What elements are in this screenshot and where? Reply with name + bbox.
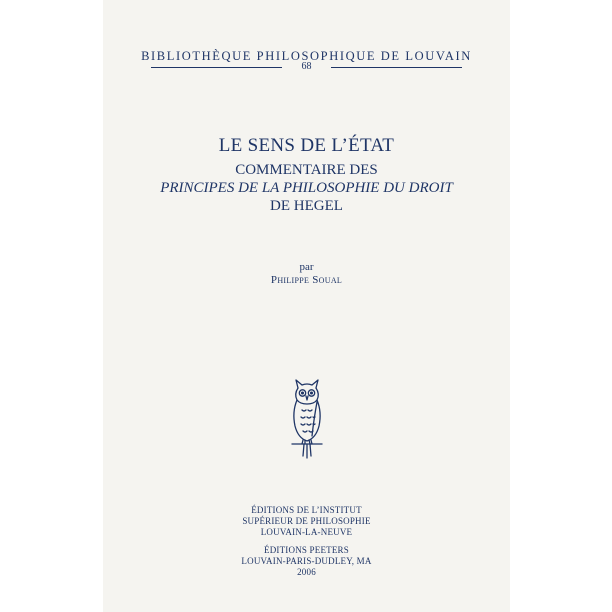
series-title: BIBLIOTHÈQUE PHILOSOPHIQUE DE LOUVAIN [141,49,472,63]
subtitle-line-2: PRINCIPES DE LA PHILOSOPHIE DU DROIT [160,180,453,196]
subtitle-line-3: DE HEGEL [270,198,343,214]
book-title: LE SENS DE L’ÉTAT [218,135,395,156]
book-cover [103,0,510,612]
author-name: Philippe Soual [270,274,343,286]
owl-icon [286,378,328,460]
series-number: 68 [301,61,312,72]
publisher1-line-2: SUPÉRIEUR DE PHILOSOPHIE [242,516,371,526]
by-label: par [299,261,314,273]
publisher1-line-3: LOUVAIN-LA-NEUVE [260,527,353,537]
publisher2-line-1: ÉDITIONS PEETERS [264,545,349,555]
publisher2-line-2: LOUVAIN-PARIS-DUDLEY, MA [241,556,372,566]
subtitle-line-1: COMMENTAIRE DES [235,162,378,178]
publication-year: 2006 [297,567,316,577]
publisher1-line-1: ÉDITIONS DE L’INSTITUT [251,505,362,515]
series-rule-right [331,67,462,68]
